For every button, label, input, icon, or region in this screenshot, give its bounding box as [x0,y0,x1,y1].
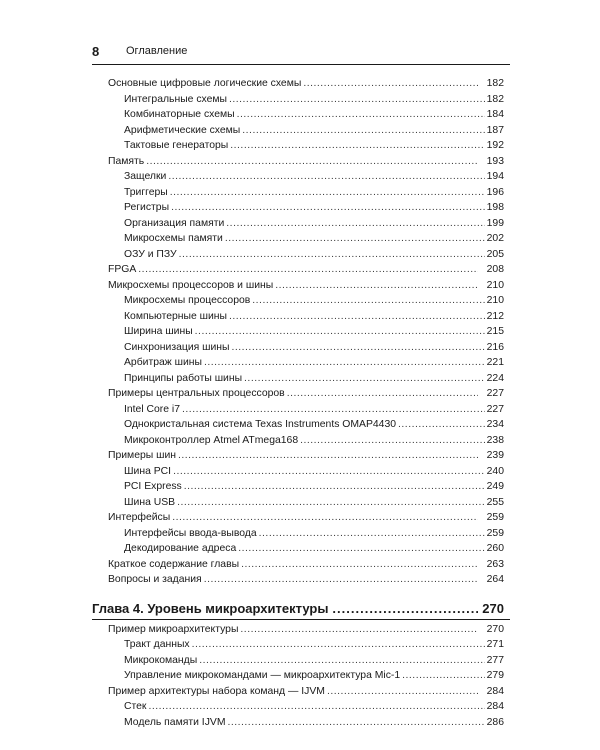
toc-entry-title: Ширина шины [124,326,193,337]
toc-entry-title: ОЗУ и ПЗУ [124,248,177,260]
toc-subsection-entry [108,247,504,263]
toc-entry-page: 182 [486,93,504,105]
toc-entry-title: Компьютерные шины [124,310,227,322]
dot-leader [225,231,485,247]
toc-entry-title: Память [108,155,145,167]
toc-subsection-entry [108,526,504,542]
toc-entry-page: 260 [486,543,504,554]
toc-entry-page: 199 [486,217,504,229]
toc-entry-title: PCI Express [124,481,182,492]
dot-leader [237,107,485,123]
dot-leader [229,309,485,325]
toc-entry-title: Тактовые генераторы [124,140,229,151]
dot-leader [244,371,485,387]
toc-section-before [108,76,504,588]
toc-entry-page: 224 [486,372,504,384]
dot-leader [332,601,478,616]
dot-leader [199,653,484,669]
toc-section-entry [108,684,504,700]
toc-entry-title: Арифметические схемы [124,124,241,136]
toc-subsection-entry [108,355,504,371]
dot-leader [402,668,485,684]
toc-section-entry [108,76,504,92]
toc-entry-title: Intel Core i7 [124,403,181,415]
chapter-page: 270 [482,600,504,616]
toc-subsection-entry [108,123,504,139]
toc-entry-title: Тракт данных [124,639,190,650]
toc-section-entry [108,557,504,573]
dot-leader [238,541,484,557]
toc-entry-title: Шина PCI [124,465,172,477]
toc-entry-page: 238 [486,434,504,446]
dot-leader [287,386,478,402]
dot-leader [173,464,485,480]
toc-subsection-entry [108,92,504,108]
dot-leader [171,200,485,216]
toc-subsection-entry [108,417,504,433]
dot-leader [182,402,485,418]
toc-entry-title: Стек [124,701,147,712]
toc-entry-page: 284 [486,701,504,712]
toc-entry-page: 259 [486,512,504,523]
toc-subsection-entry [108,541,504,557]
toc-entry-title: Микросхемы процессоров [124,295,251,306]
toc-entry-title: Арбитраж шины [124,357,202,368]
toc-entry-title: Вопросы и задания [108,574,202,585]
dot-leader [138,262,478,278]
toc-subsection-entry [108,668,504,684]
dot-leader [146,154,478,170]
dot-leader [303,76,478,92]
toc-section-entry [108,278,504,294]
toc-entry-page: 212 [486,310,504,322]
toc-subsection-entry [108,495,504,511]
toc-subsection-entry [108,138,504,154]
toc-subsection-entry [108,402,504,418]
toc-entry-page: 198 [486,202,504,213]
dot-leader [184,479,485,495]
toc-section-entry [108,510,504,526]
toc-entry-page: 239 [486,450,504,461]
dot-leader [170,185,485,201]
toc-entry-page: 210 [486,279,504,291]
running-title: Оглавление [126,45,188,57]
toc-entry-page: 216 [486,341,504,353]
toc-entry-title: Шина USB [124,496,176,508]
toc-entry-page: 184 [486,109,504,120]
toc-entry-page: 277 [486,654,504,666]
toc-entry-page: 205 [486,248,504,260]
chapter-divider [92,619,510,620]
toc-entry-title: Микросхемы памяти [124,233,223,244]
toc-entry-page: 259 [486,527,504,539]
dot-leader [227,715,484,731]
toc-entry-title: Интерфейсы ввода-вывода [124,527,257,539]
toc-subsection-entry [108,699,504,715]
dot-leader [204,355,485,371]
toc-entry-title: Комбинаторные схемы [124,109,235,120]
toc-entry-title: Краткое содержание главы [108,558,240,570]
toc-entry-page: 210 [486,295,504,306]
toc-section-entry [108,448,504,464]
dot-leader [240,622,478,638]
toc-entry-page: 286 [486,716,504,728]
toc-entry-title: Регистры [124,202,170,213]
toc-entry-title: Триггеры [124,186,168,198]
dot-leader [229,92,485,108]
toc-subsection-entry [108,216,504,232]
toc-entry-title: Организация памяти [124,217,225,229]
dot-leader [327,684,478,700]
toc-entry-title: Микроконтроллер Atmel ATmega168 [124,434,299,446]
toc-section-entry [108,262,504,278]
toc-subsection-entry [108,715,504,731]
toc-entry-page: 202 [486,233,504,244]
toc-subsection-entry [108,371,504,387]
table-of-contents [92,76,504,730]
dot-leader [259,526,485,542]
toc-entry-title: Примеры шин [108,450,176,461]
toc-entry-page: 279 [486,670,504,681]
toc-entry-page: 193 [486,155,504,167]
toc-entry-title: Защелки [124,171,167,182]
dot-leader [192,637,485,653]
toc-entry-title: Принципы работы шины [124,372,243,384]
toc-subsection-entry [108,231,504,247]
toc-entry-page: 284 [486,685,504,697]
toc-entry-title: Пример архитектуры набора команд — IJVM [108,685,325,697]
toc-entry-page: 270 [486,623,504,635]
chapter-title: Глава 4. Уровень микроархитектуры [92,600,329,616]
toc-entry-page: 234 [486,419,504,430]
toc-subsection-entry [108,637,504,653]
dot-leader [230,138,484,154]
toc-entry-page: 194 [486,171,504,182]
toc-entry-title: Модель памяти IJVM [124,716,226,728]
dot-leader [398,417,485,433]
toc-entry-page: 221 [486,357,504,368]
toc-entry-page: 263 [486,558,504,570]
dot-leader [300,433,485,449]
toc-entry-page: 192 [486,140,504,151]
page-number: 8 [92,44,100,59]
toc-entry-title: FPGA [108,264,137,275]
toc-entry-page: 215 [486,326,504,337]
toc-entry-title: Основные цифровые логические схемы [108,78,302,89]
dot-leader [226,216,484,232]
dot-leader [148,699,484,715]
toc-subsection-entry [108,169,504,185]
dot-leader [168,169,484,185]
dot-leader [275,278,478,294]
toc-entry-page: 249 [486,481,504,492]
toc-entry-title: Однокристальная система Texas Instruments OMAP4430 [124,419,397,430]
toc-subsection-entry [108,107,504,123]
toc-entry-title: Пример микроархитектуры [108,623,239,635]
toc-entry-page: 187 [486,124,504,136]
toc-subsection-entry [108,433,504,449]
toc-entry-title: Микросхемы процессоров и шины [108,279,274,291]
toc-subsection-entry [108,340,504,356]
dot-leader [204,572,478,588]
toc-subsection-entry [108,185,504,201]
toc-subsection-entry [108,464,504,480]
toc-entry-title: Синхронизация шины [124,341,230,353]
toc-section-entry [108,154,504,170]
toc-entry-title: Управление микрокомандами — микроархитектура Mic-1 [124,670,401,681]
toc-entry-title: Интегральные схемы [124,93,227,105]
toc-section-entry [108,386,504,402]
dot-leader [242,123,484,139]
toc-entry-page: 227 [486,403,504,415]
toc-entry-page: 264 [486,574,504,585]
toc-entry-title: Декодирование адреса [124,543,237,554]
toc-subsection-entry [108,309,504,325]
page-header [92,44,510,65]
toc-subsection-entry [108,200,504,216]
dot-leader [172,510,478,526]
dot-leader [241,557,478,573]
toc-entry-page: 196 [486,186,504,198]
toc-subsection-entry [108,479,504,495]
dot-leader [177,495,485,511]
toc-entry-title: Примеры центральных процессоров [108,388,285,399]
dot-leader [195,324,485,340]
dot-leader [232,340,485,356]
toc-entry-page: 240 [486,465,504,477]
dot-leader [252,293,484,309]
toc-section-entry [108,572,504,588]
dot-leader [178,448,478,464]
dot-leader [179,247,485,263]
toc-entry-page: 208 [486,264,504,275]
toc-entry-title: Микрокоманды [124,654,198,666]
toc-subsection-entry [108,293,504,309]
toc-entry-page: 227 [486,388,504,399]
toc-entry-page: 271 [486,639,504,650]
toc-subsection-entry [108,653,504,669]
toc-entry-page: 255 [486,496,504,508]
toc-section-entry [108,622,504,638]
toc-entry-page: 182 [486,78,504,89]
toc-entry-title: Интерфейсы [108,512,171,523]
toc-subsection-entry [108,324,504,340]
toc-section-after [108,622,504,731]
chapter-heading [92,601,504,616]
